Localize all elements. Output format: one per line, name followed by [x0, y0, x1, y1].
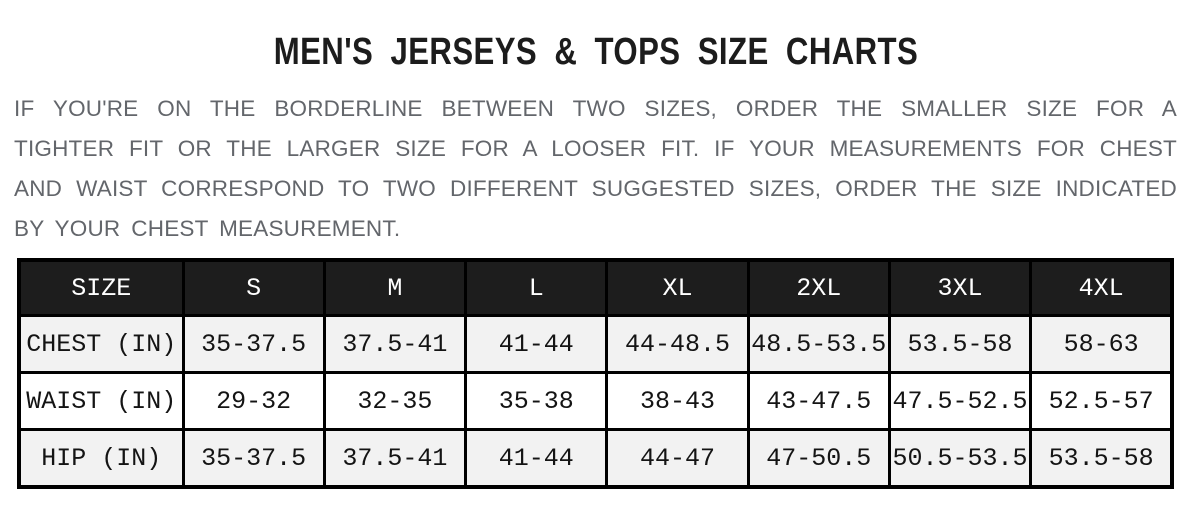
- column-header-2xl: 2XL: [748, 260, 889, 316]
- column-header-l: L: [466, 260, 607, 316]
- hip-value-xl: 44-47: [607, 430, 748, 488]
- page-title: [0, 0, 1191, 72]
- waist-value-2xl: 43-47.5: [748, 373, 889, 430]
- sizing-instructions-text: IF YOU'RE ON THE BORDERLINE BETWEEN TWO SIZES, ORDER THE SMALLER SIZE FOR A TIGHTER FIT OR THE LARGER SIZE FOR A LOOSER FIT. IF YOUR MEASUREMENTS FOR CHEST AND WAIST CORRESPOND TO TWO DIFFERENT SUGGESTED SIZES, ORDER THE SIZE INDICATED BY YOUR CHEST MEASUREMENT.: [14, 96, 1177, 241]
- chest-value-s: 35-37.5: [183, 316, 324, 373]
- waist-value-4xl: 52.5-57: [1031, 373, 1172, 430]
- hip-value-l: 41-44: [466, 430, 607, 488]
- column-header-s: S: [183, 260, 324, 316]
- chest-value-l: 41-44: [466, 316, 607, 373]
- waist-row: [19, 373, 1172, 430]
- chest-value-2xl: 48.5-53.5: [748, 316, 889, 373]
- waist-value-xl: 38-43: [607, 373, 748, 430]
- page-title-text: MEN'S JERSEYS & TOPS SIZE CHARTS: [273, 31, 918, 73]
- hip-value-2xl: 47-50.5: [748, 430, 889, 488]
- column-header-3xl: 3XL: [889, 260, 1030, 316]
- hip-value-4xl: 53.5-58: [1031, 430, 1172, 488]
- column-header-m: M: [324, 260, 465, 316]
- waist-value-l: 35-38: [466, 373, 607, 430]
- hip-value-s: 35-37.5: [183, 430, 324, 488]
- row-label-waist: WAIST (IN): [19, 373, 183, 430]
- chest-value-m: 37.5-41: [324, 316, 465, 373]
- chest-value-xl: 44-48.5: [607, 316, 748, 373]
- column-header-xl: XL: [607, 260, 748, 316]
- size-chart-table: [17, 258, 1174, 489]
- waist-value-s: 29-32: [183, 373, 324, 430]
- column-header-4xl: 4XL: [1031, 260, 1172, 316]
- hip-row: [19, 430, 1172, 488]
- hip-value-m: 37.5-41: [324, 430, 465, 488]
- chest-value-4xl: 58-63: [1031, 316, 1172, 373]
- column-header-size: SIZE: [19, 260, 183, 316]
- header-row: [19, 260, 1172, 316]
- chest-value-3xl: 53.5-58: [889, 316, 1030, 373]
- hip-value-3xl: 50.5-53.5: [889, 430, 1030, 488]
- row-label-chest: CHEST (IN): [19, 316, 183, 373]
- row-label-hip: HIP (IN): [19, 430, 183, 488]
- waist-value-3xl: 47.5-52.5: [889, 373, 1030, 430]
- chest-row: [19, 316, 1172, 373]
- waist-value-m: 32-35: [324, 373, 465, 430]
